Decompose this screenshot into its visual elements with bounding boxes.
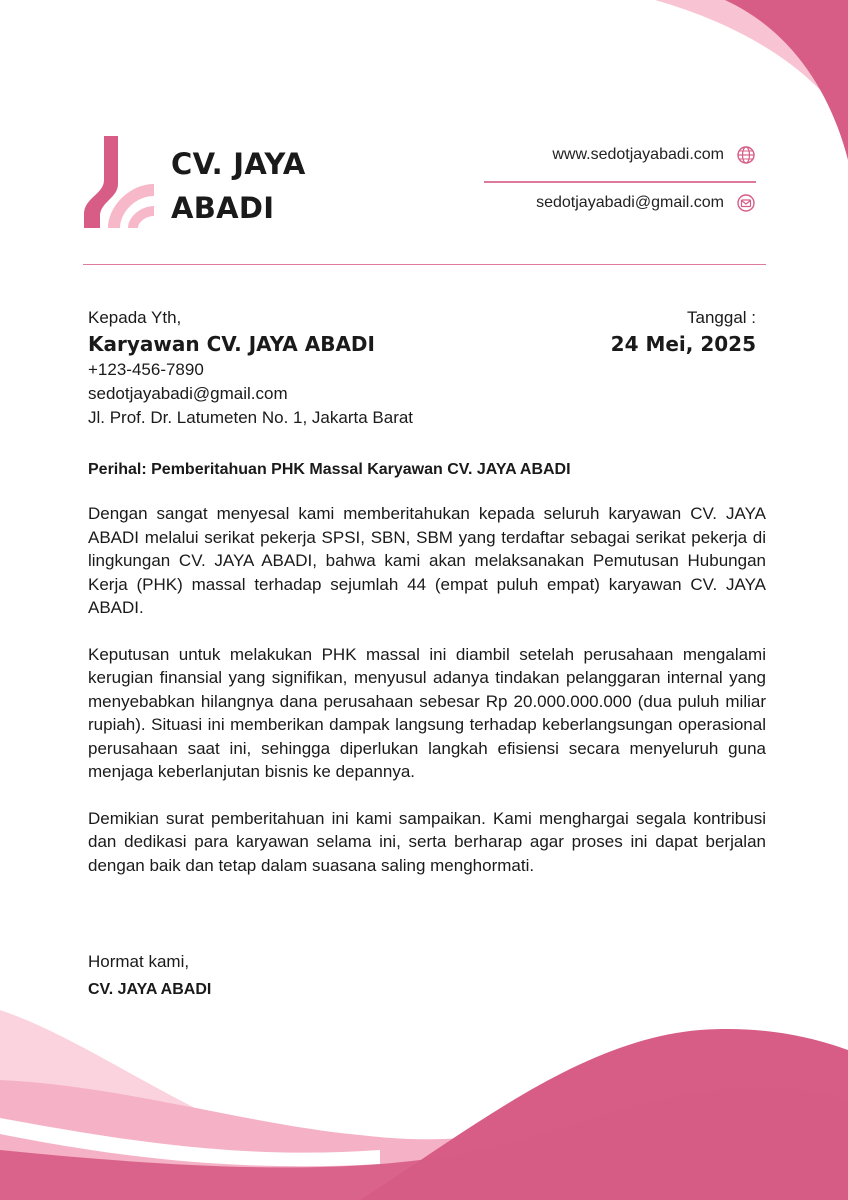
website-row[interactable]: [552, 145, 756, 165]
recipient-email: sedotjayabadi@gmail.com: [88, 384, 288, 403]
contact-divider: [484, 181, 756, 183]
bottom-dark-wave: [360, 1029, 848, 1200]
closing-greeting: Hormat kami,: [88, 952, 190, 971]
bottom-white-band: [0, 1118, 380, 1166]
company-name: CV. JAYA ABADI: [171, 147, 306, 225]
bottom-pale-wave: [0, 1010, 460, 1200]
company-logo-icon: [84, 136, 158, 230]
body-paragraph: Demikian surat pemberitahuan ini kami sampaikan. Kami menghargai segala kontribusi dan dedikasi para karyawan selama ini, serta berharap agar proses ini dapat berjalan dengan baik dan tetap dalam suasana saling menghormati.: [88, 808, 766, 875]
recipient-name: Karyawan CV. JAYA ABADI: [88, 332, 375, 356]
recipient-phone: +123-456-7890: [88, 360, 204, 379]
email-text[interactable]: sedotjayabadi@gmail.com: [536, 194, 724, 211]
website-text[interactable]: www.sedotjayabadi.com: [552, 146, 724, 163]
bottom-dark-wave-lower: [0, 1087, 848, 1200]
email-row[interactable]: [536, 193, 756, 213]
recipient-salutation: Kepada Yth,: [88, 308, 182, 327]
body-paragraph: Keputusan untuk melakukan PHK massal ini diambil setelah perusahaan mengalami kerugian finansial yang signifikan, menyusul adanya tindakan pelanggaran internal yang menyebabkan hilangnya dana perusahaan sebesar Rp 20.000.000.000 (dua puluh miliar rupiah). Situasi ini memberikan dampak langsung terhadap keberlangsungan operasional perusahaan saat ini, sehingga diperlukan langkah efisiensi secara menyeluruh guna menjaga keberlanjutan bisnis ke depannya.: [88, 644, 766, 781]
letter-body: [88, 502, 766, 900]
body-paragraph: Dengan sangat menyesal kami memberitahukan kepada seluruh karyawan CV. JAYA ABADI melalui serikat pekerja SPSI, SBN, SBM yang terdaftar sebagai serikat pekerja di lingkungan CV. JAYA ABADI, bahwa kami akan melaksanakan Pemutusan Hubungan Kerja (PHK) massal terhadap sejumlah 44 (empat puluh empat) karyawan CV. JAYA ABADI.: [88, 504, 766, 617]
date-block: [611, 306, 756, 358]
date-label: Tanggal :: [687, 308, 756, 327]
top-right-light-wave: [655, 0, 848, 125]
recipient-block: [88, 306, 413, 430]
recipient-address: Jl. Prof. Dr. Latumeten No. 1, Jakarta Barat: [88, 408, 414, 427]
envelope-icon: [736, 193, 756, 213]
globe-icon: [736, 145, 756, 165]
bottom-light-wave: [0, 1080, 460, 1200]
top-right-dark-wave: [725, 0, 848, 160]
letter-subject: Perihal: Pemberitahuan PHK Massal Karyawan CV. JAYA ABADI: [88, 461, 571, 478]
date-value: 24 Mei, 2025: [610, 332, 756, 356]
header-divider: [83, 264, 766, 265]
signature-name: CV. JAYA ABADI: [88, 981, 212, 998]
